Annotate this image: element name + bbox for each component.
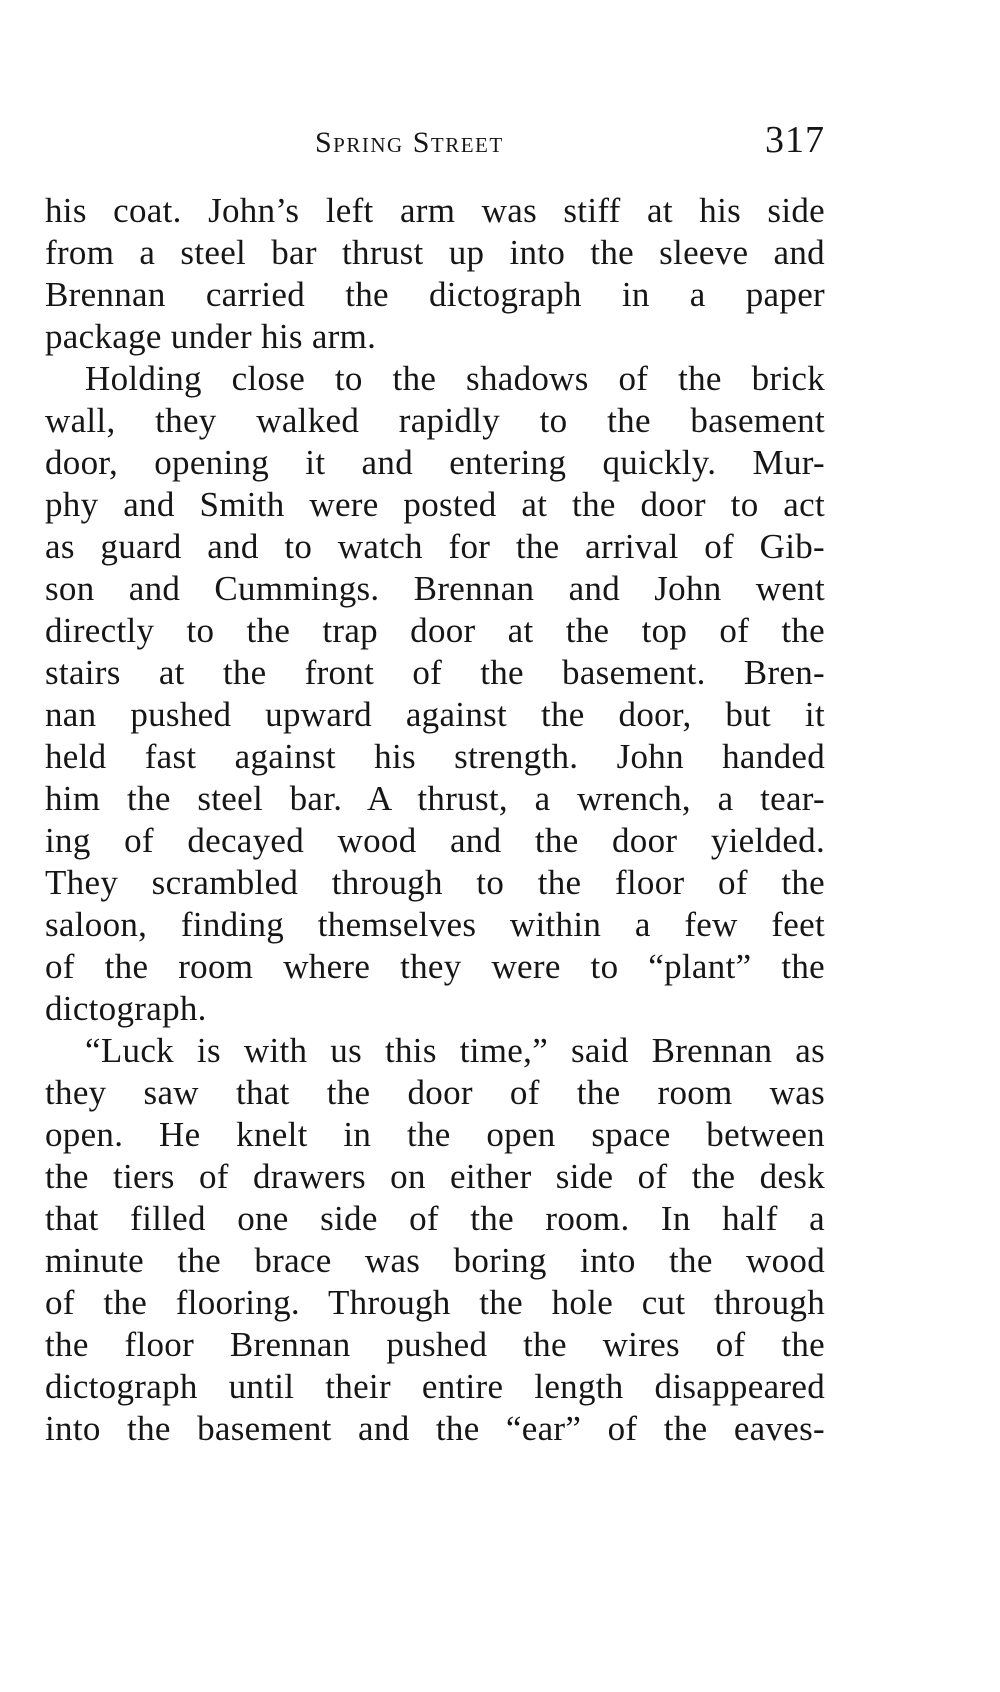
text-line: of the room where they were to “plant” the [45,947,825,986]
text-line: “Luck is with us this time,” said Brennan as [85,1031,825,1070]
text-line: minute the brace was boring into the wood [45,1241,825,1280]
text-line: They scrambled through to the floor of the [45,863,825,902]
text-line: door, opening it and entering quickly. Mur- [45,443,825,482]
text-line: nan pushed upward against the door, but it [45,695,825,734]
text-line: Brennan carried the dictograph in a paper [45,275,825,314]
text-line: son and Cummings. Brennan and John went [45,569,825,608]
text-line: directly to the trap door at the top of the [45,611,825,650]
text-line: open. He knelt in the open space between [45,1115,825,1154]
text-line: as guard and to watch for the arrival of Gib- [45,527,825,566]
text-line: into the basement and the “ear” of the eaves- [45,1409,825,1448]
running-head [45,118,825,168]
text-line: they saw that the door of the room was [45,1073,825,1112]
text-line: stairs at the front of the basement. Bren- [45,653,825,692]
text-line: his coat. John’s left arm was stiff at his side [45,191,825,230]
text-line: of the flooring. Through the hole cut through [45,1283,825,1322]
text-line: that filled one side of the room. In half a [45,1199,825,1238]
text-line: dictograph. [45,989,207,1028]
text-line: package under his arm. [45,317,377,356]
text-line: phy and Smith were posted at the door to act [45,485,825,524]
text-line: wall, they walked rapidly to the basement [45,401,825,440]
running-title: Spring Street [315,126,504,159]
text-line: ing of decayed wood and the door yielded. [45,821,825,860]
text-line: the tiers of drawers on either side of the desk [45,1157,825,1196]
text-line: him the steel bar. A thrust, a wrench, a tear- [45,779,825,818]
text-line: from a steel bar thrust up into the sleeve and [45,233,825,272]
text-line: saloon, finding themselves within a few feet [45,905,825,944]
body-text [45,190,825,1450]
page-number: 317 [765,119,825,161]
text-line: the floor Brennan pushed the wires of the [45,1325,825,1364]
text-line: Holding close to the shadows of the brick [85,359,825,398]
text-line: dictograph until their entire length disappeared [45,1367,825,1406]
text-line: held fast against his strength. John handed [45,737,825,776]
